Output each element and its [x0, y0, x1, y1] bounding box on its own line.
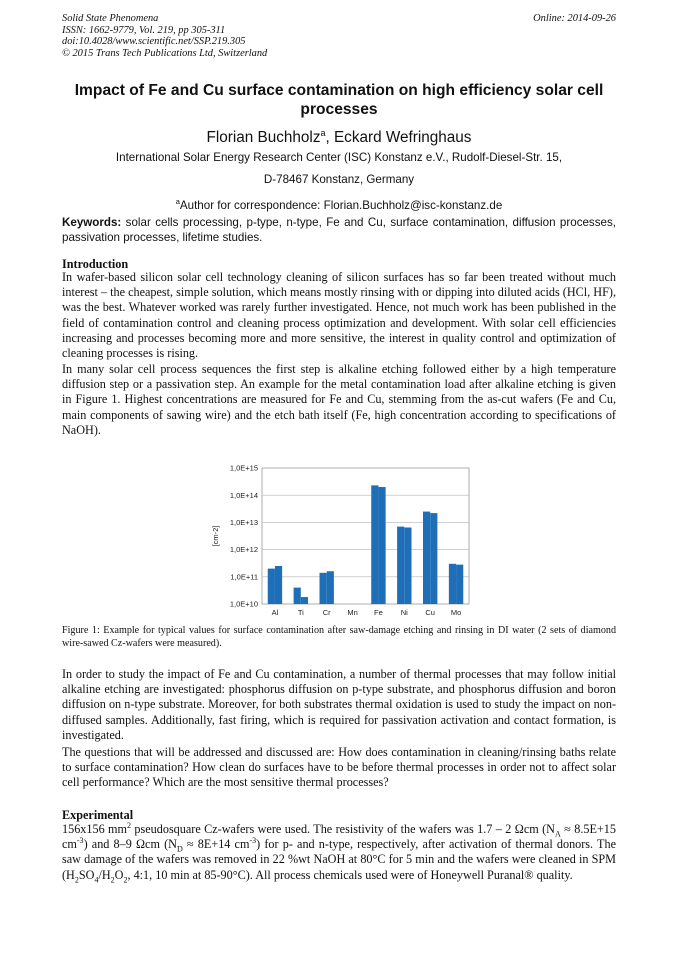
bar-ti-1 — [294, 588, 301, 604]
bar-fe-1 — [371, 485, 378, 604]
x-tick-label: Ti — [297, 608, 304, 617]
author-2: Eckard Wefringhaus — [333, 129, 472, 147]
online-date: Online: 2014-09-26 — [533, 13, 616, 24]
doi: doi:10.4028/www.scientific.net/SSP.219.305 — [62, 36, 246, 48]
keywords — [62, 215, 616, 245]
bar-cr-2 — [327, 571, 334, 604]
x-tick-label: Cu — [425, 608, 435, 617]
y-tick-label: 1,0E+11 — [230, 572, 258, 582]
x-tick-label: Mo — [450, 608, 462, 617]
intro-paragraph-4: The questions that will be addressed and discussed are: How does contamination in cleaning/rinsing baths relate to surface contamination? How clean do surfaces have to be before thermal processes in order not to affect solar cell performance? Which are the most sensitive thermal processes? — [62, 745, 616, 790]
y-tick-label: 1,0E+10 — [229, 599, 258, 609]
x-tick-label: Fe — [374, 608, 383, 617]
bar-al-2 — [275, 566, 282, 604]
bar-fe-2 — [378, 487, 385, 604]
bar-ti-2 — [301, 597, 308, 604]
bar-ni-2 — [404, 527, 411, 604]
bar-ni-1 — [397, 527, 404, 604]
x-tick-label: Cr — [322, 608, 331, 617]
y-tick-label: 1,0E+15 — [229, 463, 258, 473]
y-axis-label: [cm-2] — [211, 525, 220, 547]
affiliation-line-2: D-78467 Konstanz, Germany — [263, 173, 415, 186]
keywords-text: solar cells processing, p-type, n-type, Fe and Cu, surface contamination, diffusion processes, passivation processes, lifetime studies. — [62, 216, 616, 244]
keywords-label: Keywords: — [62, 216, 122, 229]
paper-title: Impact of Fe and Cu surface contamination on high efficiency solar cell processes — [74, 82, 604, 118]
experimental-heading: Experimental — [62, 808, 134, 822]
x-tick-label: Al — [271, 608, 279, 617]
issn: ISSN: 1662-9779, Vol. 219, pp 305-311 — [62, 24, 226, 36]
bar-cu-2 — [430, 513, 437, 604]
contamination-bar-chart — [200, 460, 480, 620]
bar-mo-1 — [449, 564, 456, 604]
y-tick-label: 1,0E+13 — [229, 518, 258, 527]
experimental-paragraph: 156x156 $mm^2$ pseudosquare Cz-wafers were used. The resistivity of the wafers was 1.7 – 2 Ωcm ($N_A \approx 8.5E+15$ $cm^{-3}$) and 8–9 Ωcm ($N_D \approx 8E+14$ $cm^{-3}$) for p- and n-type, respectively, after activation of thermal donors. The saw damage of the wafers was removed in 22 %wt NaOH at 80°C for 5 min and the wafers were cleaned in SPM ($H_2SO_4/H_2O_2$, 4:1, 10 min at 85-90°C). All process chemicals used were of Honeywell Puranal® quality. — [62, 820, 616, 885]
journal-header — [62, 13, 267, 59]
copyright: © 2015 Trans Tech Publications Ltd, Switzerland — [62, 47, 268, 59]
intro-paragraph-2: In many solar cell process sequences the first step is alkaline etching followed either by a high temperature diffusion step or a passivation step. An example for the metal contamination load after alkaline etching is given in Figure 1. Highest concentrations are measured for Fe and Cu, stemming from the as-cut wafers (Fe and Cu, main components of sawing wire) and the etch bath itself (Fe, high concentration according to specifications of NaOH). — [62, 362, 616, 437]
intro-paragraph-3: In order to study the impact of Fe and Cu contamination, a number of thermal processes that may follow initial alkaline etching are investigated: phosphorus diffusion on p-type substrate, and phosphorus diffusion and boron diffusion on n-type substrate. Moreover, for both substrates thermal oxidation is used to study the impact on non-diffused samples. Additionally, fast firing, which is required for passivation activation and contact formation, is investigated. — [62, 667, 616, 742]
intro-paragraph-1: In wafer-based silicon solar cell technology cleaning of silicon surfaces has so far been treated without much interest – the cheapest, simple solution, which means mostly rinsing with or dipping into diluted acids (HCl, HF), was the best. Whatever worked was rarely further investigated. Hence, not much work has been published in the field of contamination control and cleaning process optimization and development. With solar cell efficiencies increasing and processes becoming more and more sensitive, the interest in quality control and optimization of cleaning processes is rising. — [62, 270, 616, 361]
author-1: Florian Buchholz — [206, 129, 321, 147]
x-tick-label: Mn — [347, 608, 358, 617]
author-separator: , — [325, 129, 334, 147]
y-tick-label: 1,0E+12 — [229, 545, 258, 555]
plot-area — [262, 468, 469, 604]
correspondence-line — [62, 195, 616, 213]
bar-al-1 — [268, 569, 275, 604]
figure-caption: Figure 1: Example for typical values for surface contamination after saw-damage etching and rinsing in DI water (2 sets of diamond wire-sawed Cz-wafers were measured). — [62, 625, 616, 649]
introduction-heading: Introduction — [62, 257, 129, 271]
bar-cu-1 — [423, 512, 430, 604]
author-line — [62, 124, 616, 147]
affiliation-line-1: International Solar Energy Research Center (ISC) Konstanz e.V., Rudolf-Diesel-Str. 15, — [115, 151, 563, 164]
journal-name: Solid State Phenomena — [62, 13, 159, 24]
author-1-sup: a — [320, 128, 326, 138]
bar-cr-1 — [319, 573, 326, 604]
correspondence-text: Author for correspondence: Florian.Buchholz@isc-konstanz.de — [179, 198, 503, 212]
correspondence-sup: a — [175, 197, 180, 206]
bar-mo-2 — [456, 565, 463, 604]
y-tick-label: 1,0E+14 — [229, 490, 258, 500]
x-tick-label: Ni — [400, 608, 408, 617]
